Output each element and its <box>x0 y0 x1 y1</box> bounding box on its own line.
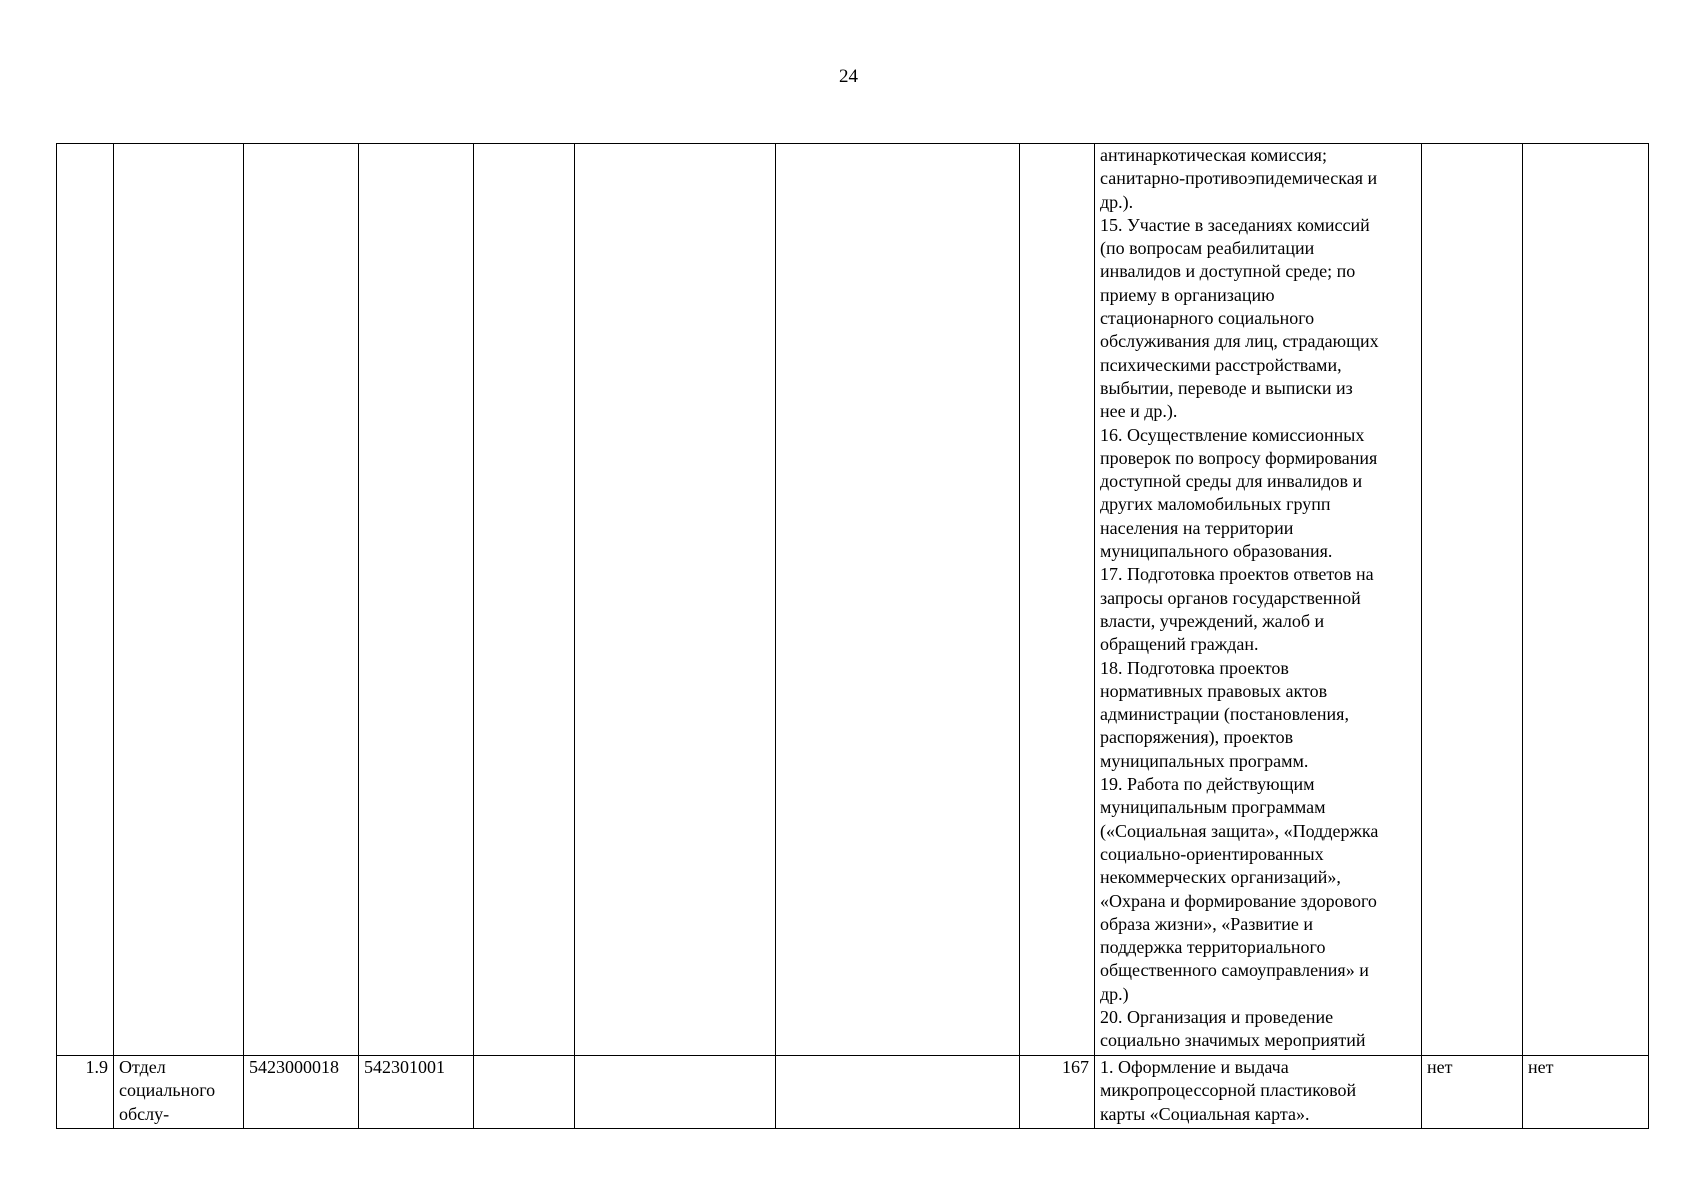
cell-name <box>114 144 244 1056</box>
table-row <box>57 1056 1649 1129</box>
page-number: 24 <box>839 66 858 87</box>
cell-col-b: нет <box>1523 1056 1649 1129</box>
cell-number <box>57 144 114 1056</box>
cell-inn <box>244 144 359 1056</box>
cell-kpp: 542301001 <box>359 1056 474 1129</box>
cell-count <box>1020 144 1095 1056</box>
cell-empty <box>776 1056 1020 1129</box>
table-row <box>57 144 1649 1056</box>
cell-empty <box>575 1056 776 1129</box>
cell-col-a: нет <box>1422 1056 1523 1129</box>
cell-col-a <box>1422 144 1523 1056</box>
organizations-table <box>56 143 1649 1129</box>
cell-activities: антинаркотическая комиссия; санитарно-противоэпидемическая и др.). 15. Участие в заседаниях комиссий (по вопросам реабилитации инвалидов и доступной среде; по приему в организацию стационарного социального обслуживания для лиц, страдающих психическими расстройствами, выбытии, переводе и выписки из нее и др.). 16. Осуществление комиссионных проверок по вопросу формирования доступной среды для инвалидов и других маломобильных групп населения на территории муниципального образования. 17. Подготовка проектов ответов на запросы органов государственной власти, учреждений, жалоб и обращений граждан. 18. Подготовка проектов нормативных правовых актов администрации (постановления, распоряжения), проектов муниципальных программ. 19. Работа по действующим муниципальным программам («Социальная защита», «Поддержка социально-ориентированных некоммерческих организаций», «Охрана и формирование здорового образа жизни», «Развитие и поддержка территориального общественного самоуправления» и др.) 20. Организация и проведение социально значимых мероприятий <box>1095 144 1422 1056</box>
cell-number: 1.9 <box>57 1056 114 1129</box>
cell-empty <box>776 144 1020 1056</box>
cell-empty <box>474 144 575 1056</box>
cell-col-b <box>1523 144 1649 1056</box>
cell-empty <box>575 144 776 1056</box>
cell-kpp <box>359 144 474 1056</box>
cell-name: Отдел социального обслу- <box>114 1056 244 1129</box>
cell-count: 167 <box>1020 1056 1095 1129</box>
cell-activities: 1. Оформление и выдача микропроцессорной пластиковой карты «Социальная карта». <box>1095 1056 1422 1129</box>
cell-empty <box>474 1056 575 1129</box>
cell-inn: 5423000018 <box>244 1056 359 1129</box>
